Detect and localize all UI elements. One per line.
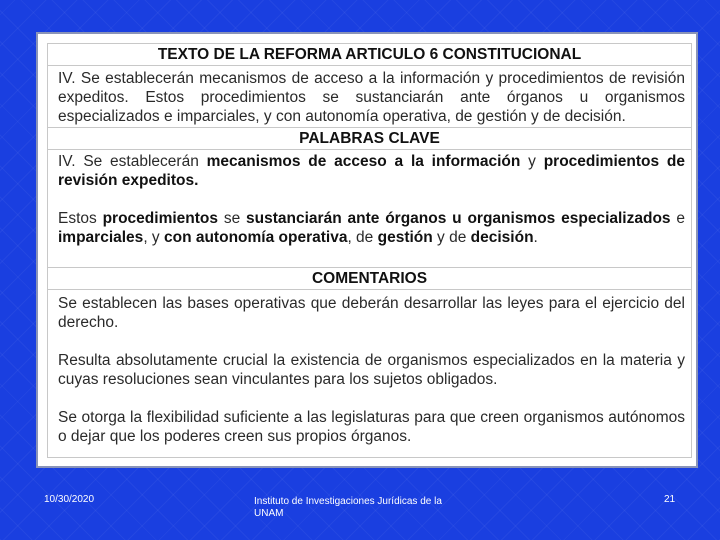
keywords-text: Estos <box>58 210 103 227</box>
section-body-comments <box>48 290 691 446</box>
keywords-text: , de <box>347 229 378 246</box>
section-title-comments: COMENTARIOS <box>48 268 691 290</box>
keywords-text: . <box>533 229 538 246</box>
comment-paragraph-2: Resulta absolutamente crucial la existencia de organismos especializados en la materia y cuyas resoluciones sean vinculantes para los sujetos obligados. <box>58 352 685 388</box>
comment-paragraph-3: Se otorga la flexibilidad suficiente a las legislaturas para que creen organismos autónomos o dejar que los poderes creen sus propios órganos. <box>58 409 685 445</box>
keyword-highlight: mecanismos de acceso a la información <box>206 153 521 170</box>
comment-paragraph-1: Se establecen las bases operativas que deberán desarrollar las leyes para el ejercicio del derecho. <box>58 295 685 331</box>
keywords-text: se <box>218 210 247 227</box>
section-body-keywords <box>48 150 691 268</box>
keywords-text: y <box>520 153 544 170</box>
footer-institute: Instituto de Investigaciones Jurídicas de la UNAM <box>254 496 442 519</box>
keywords-paragraph-1 <box>58 152 685 190</box>
reform-text-paragraph: IV. Se establecerán mecanismos de acceso a la información y procedimientos de revisión expeditos. Estos procedimientos se sustanciarán ante órganos u organismos especializados e imparciales, y con autonomía operativa, de gestión y de decisión. <box>58 70 685 125</box>
keyword-highlight: gestión <box>377 229 433 246</box>
paragraph-gap <box>58 389 685 408</box>
footer-date: 10/30/2020 <box>44 494 95 505</box>
paragraph-gap <box>58 190 685 209</box>
keyword-highlight: imparciales <box>58 229 144 246</box>
content-table <box>47 43 692 458</box>
section-body-reform-text <box>48 66 691 128</box>
keywords-text: y de <box>432 229 471 246</box>
keyword-highlight: con autonomía operativa <box>163 229 348 246</box>
keywords-text: e <box>670 210 685 227</box>
paragraph-gap <box>58 332 685 351</box>
keywords-text: IV. Se establecerán <box>58 153 207 170</box>
section-title-reform-text: TEXTO DE LA REFORMA ARTICULO 6 CONSTITUCIONAL <box>48 44 691 66</box>
keywords-paragraph-2 <box>58 209 685 247</box>
keyword-highlight: decisión <box>470 229 534 246</box>
footer-page-number: 21 <box>664 494 676 505</box>
keyword-highlight: procedimientos de revisión expeditos. <box>58 153 685 189</box>
section-title-keywords: PALABRAS CLAVE <box>48 128 691 150</box>
slide-content-frame <box>36 32 698 468</box>
keyword-highlight: sustanciarán ante órganos u organismos especializados <box>246 210 671 227</box>
keyword-highlight: procedimientos <box>102 210 219 227</box>
keywords-text: , y <box>143 229 164 246</box>
